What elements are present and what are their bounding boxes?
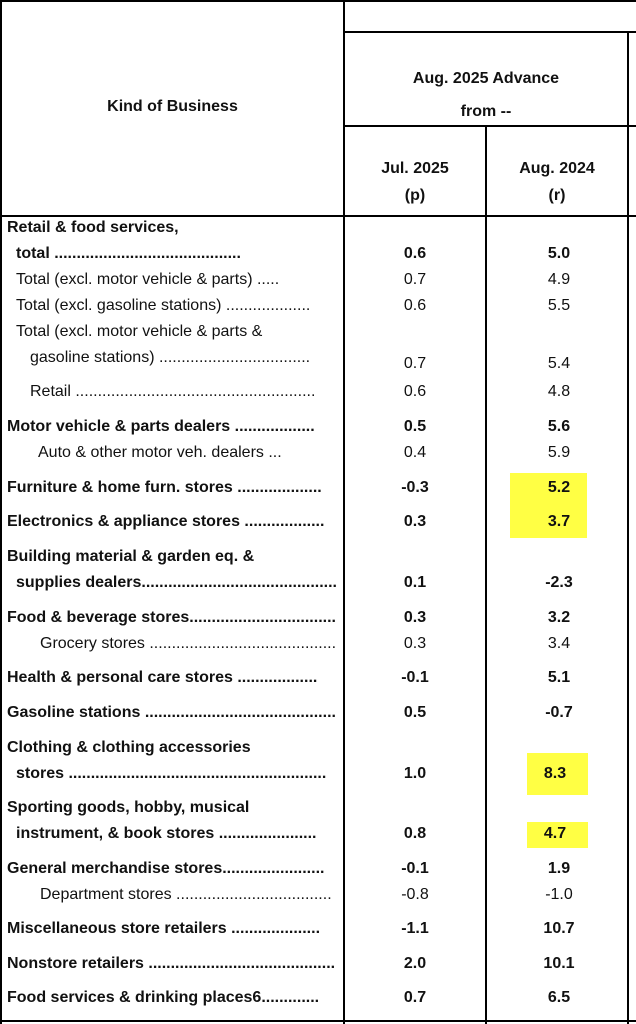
- row-value-aug: -0.7: [545, 704, 573, 721]
- row-value-aug: 8.3: [543, 765, 567, 782]
- row-value-aug: 3.2: [547, 609, 571, 626]
- row-value-jul: 0.3: [403, 609, 427, 626]
- row-value-jul: 0.7: [403, 989, 427, 1006]
- column-divider-values: [485, 126, 487, 1024]
- row-value-jul: 0.3: [403, 635, 427, 652]
- row-label: Food & beverage stores.................................: [7, 609, 336, 626]
- row-label: Nonstore retailers ..........................................: [7, 955, 336, 972]
- row-value-jul: 0.7: [403, 271, 427, 288]
- row-value-jul: 0.1: [403, 574, 427, 591]
- row-value-aug: 5.4: [547, 355, 571, 372]
- row-value-aug: 10.7: [543, 920, 575, 937]
- row-value-aug: 5.5: [547, 297, 571, 314]
- row-label-line1: Clothing & clothing accessories: [7, 739, 251, 756]
- row-value-aug: 4.9: [547, 271, 571, 288]
- row-value-jul: 0.5: [403, 418, 427, 435]
- row-value-jul: 2.0: [403, 955, 427, 972]
- table-top-border: [0, 0, 636, 2]
- header-period-line1: Aug. 2025 Advance: [412, 70, 560, 87]
- header-col1-line1: Jul. 2025: [381, 160, 449, 177]
- row-value-aug: 5.2: [547, 479, 571, 496]
- row-value-aug: 4.8: [547, 383, 571, 400]
- table-left-border: [0, 0, 2, 1024]
- row-label: Retail ......................................................: [30, 383, 316, 400]
- row-value-jul: 0.4: [403, 444, 427, 461]
- row-label: Auto & other motor veh. dealers ...: [38, 444, 282, 461]
- row-value-aug: 3.4: [547, 635, 571, 652]
- row-value-jul: 0.3: [403, 513, 427, 530]
- row-label: Grocery stores ..........................................: [40, 635, 337, 652]
- header-col2-line2: (r): [548, 187, 566, 204]
- row-value-aug: -2.3: [545, 574, 573, 591]
- row-value-aug: 5.1: [547, 669, 571, 686]
- header-bottom-rule: [0, 215, 636, 217]
- header-col1-line2: (p): [404, 187, 426, 204]
- header-top-rule: [343, 31, 636, 33]
- row-label: instrument, & book stores ......................: [16, 825, 317, 842]
- row-label-line1: Building material & garden eq. &: [7, 548, 255, 565]
- header-kind-of-business: Kind of Business: [107, 98, 238, 115]
- row-value-aug: 5.0: [547, 245, 571, 262]
- row-label: stores ..........................................................: [16, 765, 327, 782]
- row-value-jul: 0.6: [403, 297, 427, 314]
- row-label: Department stores ...................................: [40, 886, 332, 903]
- row-value-jul: 0.5: [403, 704, 427, 721]
- row-label: Furniture & home furn. stores ...................: [7, 479, 322, 496]
- row-value-aug: 5.6: [547, 418, 571, 435]
- row-label-line1: Retail & food services,: [7, 219, 179, 236]
- row-value-aug: 10.1: [543, 955, 575, 972]
- row-value-jul: 0.6: [403, 245, 427, 262]
- row-value-aug: 5.9: [547, 444, 571, 461]
- row-label: Motor vehicle & parts dealers ..................: [7, 418, 315, 435]
- header-col2-line1: Aug. 2024: [519, 160, 595, 177]
- row-label: gasoline stations) ..................................: [30, 349, 311, 366]
- row-label: total ..........................................: [16, 245, 241, 262]
- row-label-line1: Sporting goods, hobby, musical: [7, 799, 250, 816]
- row-label: General merchandise stores.......................: [7, 860, 325, 877]
- row-label: Miscellaneous store retailers ....................: [7, 920, 321, 937]
- row-value-jul: -0.1: [401, 860, 429, 877]
- row-label: Food services & drinking places6.............: [7, 989, 320, 1006]
- row-value-aug: 6.5: [547, 989, 571, 1006]
- row-value-jul: -0.3: [401, 479, 429, 496]
- table-bottom-border: [0, 1020, 636, 1022]
- row-value-jul: 0.8: [403, 825, 427, 842]
- row-label: Health & personal care stores ..................: [7, 669, 318, 686]
- row-value-jul: -1.1: [401, 920, 429, 937]
- row-label: Gasoline stations ...........................................: [7, 704, 336, 721]
- row-label: supplies dealers............................................: [16, 574, 337, 591]
- row-label-line1: Total (excl. motor vehicle & parts &: [16, 323, 263, 340]
- row-value-jul: 1.0: [403, 765, 427, 782]
- row-value-aug: 1.9: [547, 860, 571, 877]
- row-value-jul: -0.1: [401, 669, 429, 686]
- row-value-aug: 3.7: [547, 513, 571, 530]
- row-value-aug: 4.7: [543, 825, 567, 842]
- row-label: Total (excl. gasoline stations) ...................: [16, 297, 311, 314]
- row-value-jul: -0.8: [401, 886, 429, 903]
- row-value-jul: 0.7: [403, 355, 427, 372]
- row-value-jul: 0.6: [403, 383, 427, 400]
- row-label: Total (excl. motor vehicle & parts) .....: [16, 271, 280, 288]
- header-period-line2: from --: [460, 103, 512, 120]
- row-value-aug: -1.0: [545, 886, 573, 903]
- row-label: Electronics & appliance stores ..................: [7, 513, 325, 530]
